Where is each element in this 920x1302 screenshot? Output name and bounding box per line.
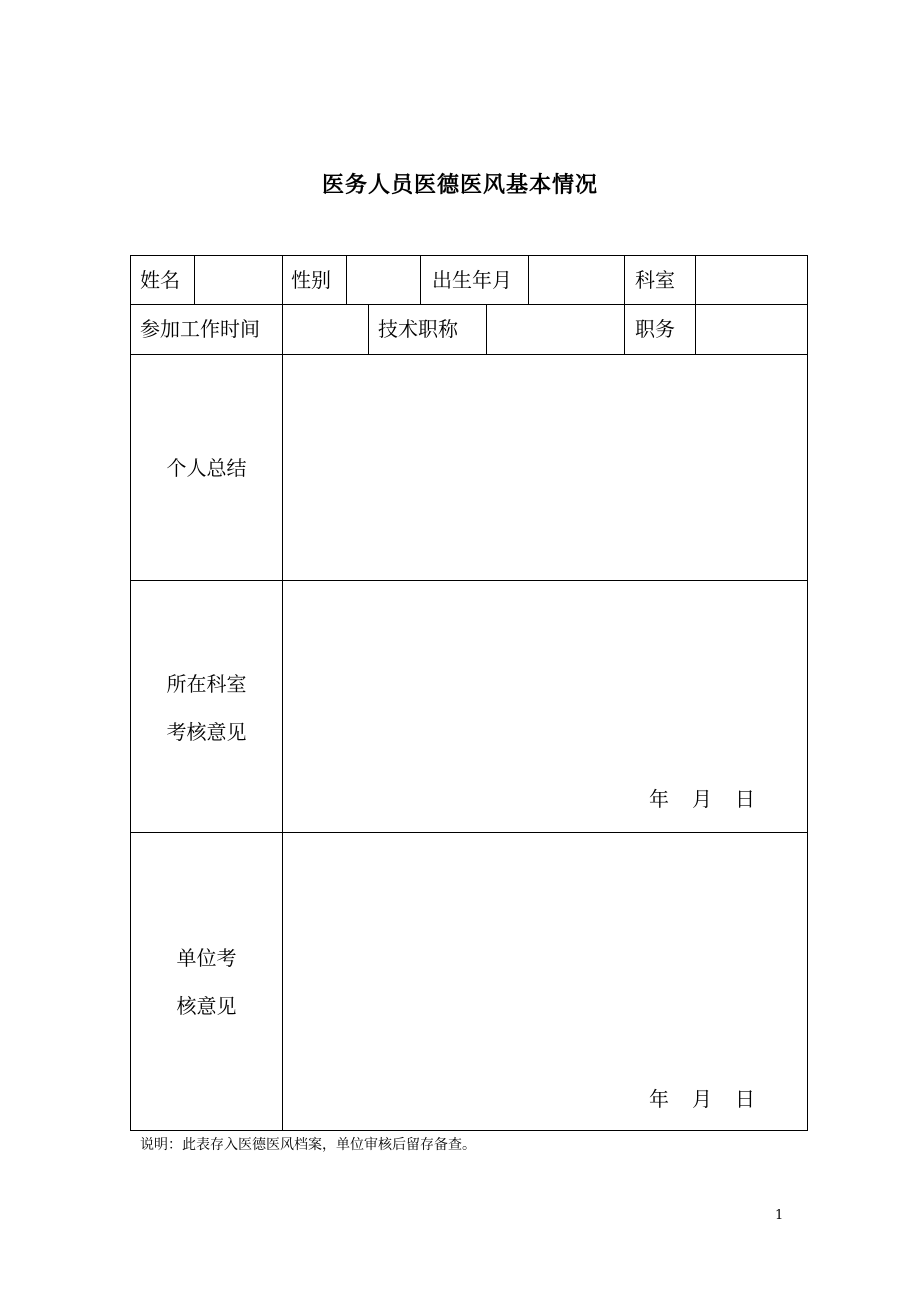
page-title: 医务人员医德医风基本情况 <box>321 173 598 198</box>
department-review-label-line1: 所在科室 <box>166 672 247 696</box>
name-label: 姓名 <box>140 268 180 292</box>
column-divider <box>346 255 347 305</box>
column-divider <box>282 255 283 305</box>
table-border-bottom <box>130 1130 808 1131</box>
unit-review-date-day: 日 <box>735 1087 755 1111</box>
dept-review-date-month: 月 <box>692 787 712 811</box>
technical-title-label: 技术职称 <box>378 317 458 341</box>
column-divider <box>420 255 421 305</box>
column-divider <box>695 304 696 355</box>
column-divider <box>695 255 696 305</box>
dept-review-date-day: 日 <box>735 787 755 811</box>
column-divider <box>528 255 529 305</box>
column-divider <box>282 304 283 355</box>
column-divider <box>624 255 625 305</box>
position-label: 职务 <box>635 317 675 341</box>
table-border-top <box>130 255 808 256</box>
column-divider <box>368 304 369 355</box>
unit-review-date-month: 月 <box>692 1087 712 1111</box>
row-divider <box>130 832 808 833</box>
footnote: 说明：此表存入医德医风档案，单位审核后留存备查。 <box>140 1137 476 1153</box>
row-divider <box>130 580 808 581</box>
row-divider <box>130 354 808 355</box>
birth-date-label: 出生年月 <box>432 268 512 292</box>
column-divider <box>624 304 625 355</box>
department-review-label-line2: 考核意见 <box>166 720 247 744</box>
column-divider <box>194 255 195 305</box>
start-work-date-label: 参加工作时间 <box>140 317 260 341</box>
department-label: 科室 <box>635 268 675 292</box>
column-divider <box>486 304 487 355</box>
table-border-right <box>807 255 808 1131</box>
page-number: 1 <box>775 1208 784 1223</box>
personal-summary-label: 个人总结 <box>166 456 247 480</box>
row-divider <box>130 304 808 305</box>
unit-review-label-line1: 单位考 <box>176 946 237 970</box>
unit-review-date-year: 年 <box>649 1087 669 1111</box>
dept-review-date-year: 年 <box>649 787 669 811</box>
gender-label: 性别 <box>291 268 331 292</box>
unit-review-label-line2: 核意见 <box>176 994 237 1018</box>
column-divider <box>282 354 283 1131</box>
